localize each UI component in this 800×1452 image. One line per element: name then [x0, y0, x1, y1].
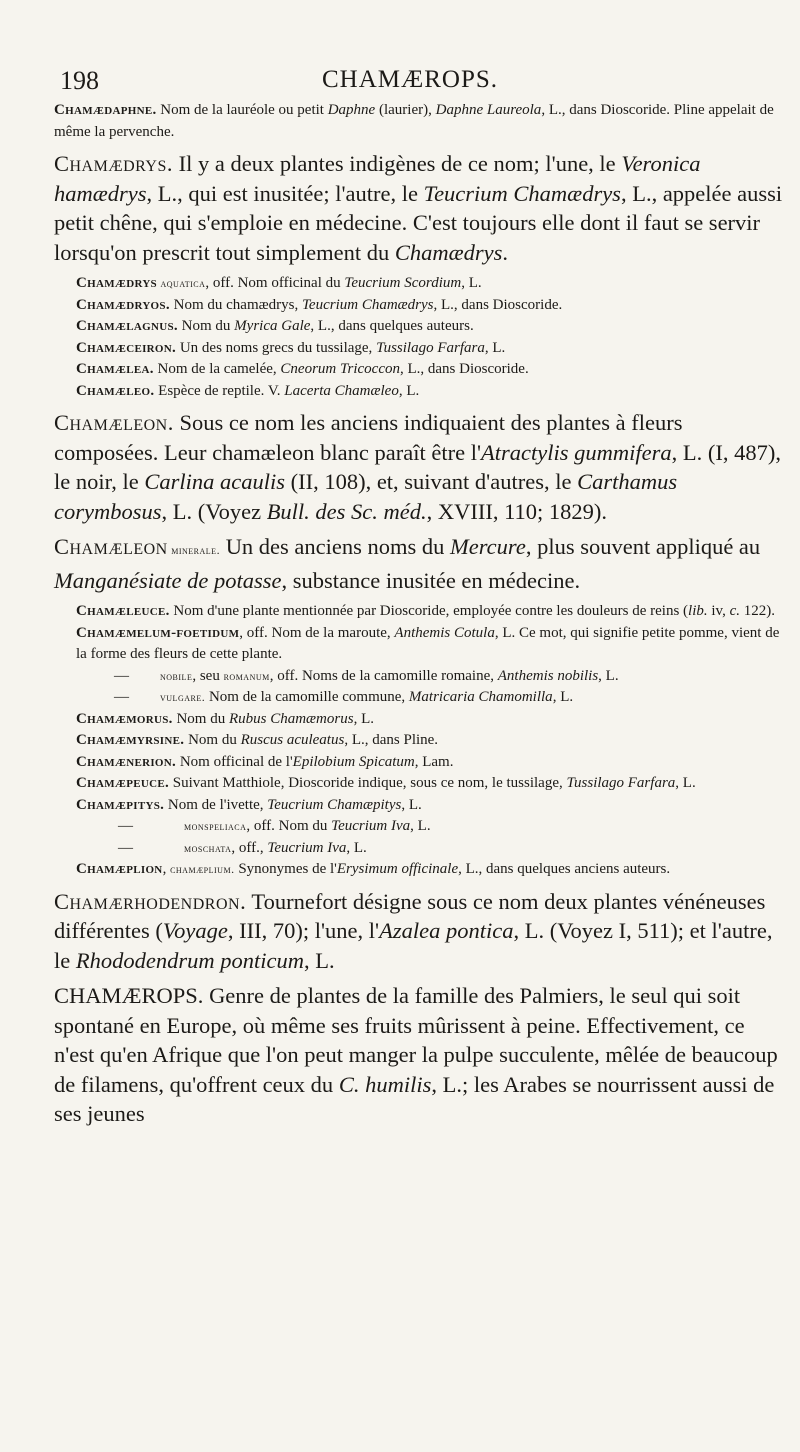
entry-chamaemelum-nobile: — nobile, seu romanum, off. Noms de la camomille romaine, Anthemis nobilis, L. [114, 667, 619, 684]
entry-chamaedrys-aquatica: Chamædrys aquatica, off. Nom officinal du Teucrium Scordium, L. [76, 275, 482, 291]
entry-chamaemyrsine: Chamæmyrsine. Nom du Ruscus aculeatus, L., dans Pline. [76, 732, 439, 748]
page-number: 198 [60, 66, 99, 95]
entry-chamaemelum-vulgare: — vulgare. Nom de la camomille commune, Matricaria Chamomilla, L. [114, 689, 574, 705]
entry-chamaemelum-foetidum: Chamæmelum-foetidum, off. Nom de la maroute, Anthemis Cotula, L. Ce mot, qui signifie petite pomme, vient de la forme des fleurs de cette plante. [76, 624, 780, 662]
page-header [60, 66, 760, 100]
entry-chamaeleuce: Chamæleuce. Nom d'une plante mentionnée par Dioscoride, employée contre les douleurs de reins (lib. iv, c. 122). [76, 603, 776, 619]
entry-chamaeleon: Chamæleon. Sous ce nom les anciens indiquaient des plantes à fleurs composées. Leur chamæleon blanc paraît être l'Atractylis gummifera, L. (I, 487), le noir, le Carlina acaulis (II, 108), et, suivant d'autres, le Carthamus corymbosus, L. (Voyez Bull. des Sc. méd., XVIII, 110; 1829). [54, 410, 781, 524]
entry-chamaedaphne: Chamædaphne. Nom de la lauréole ou petit Daphne (laurier), Daphne Laureola, L., dans Dioscoride. Pline appelait de même la pervenche. [54, 102, 774, 140]
running-title: CHAMÆROPS. [321, 66, 499, 93]
entry-chamaepeuce: Chamæpeuce. Suivant Matthiole, Dioscoride indique, sous ce nom, le tussilage, Tussilago Farfara, L. [76, 775, 696, 791]
entry-chamaerops: CHAMÆROPS. Genre de plantes de la famille des Palmiers, le seul qui soit spontané en Europe, où même ses fruits mûrissent à peine. Effectivement, ce n'est qu'en Afrique que l'on peut manger la pulpe succulente, mêlée de beaucoup de filamens, qu'offrent ceux du C. humilis, L.; les Arabes se nourrissent aussi de ses jeunes [54, 983, 778, 1126]
entry-chamaelagnus: Chamælagnus. Nom du Myrica Gale, L., dans quelques auteurs. [76, 318, 474, 334]
small-entries-block-2 [54, 601, 784, 881]
entry-chamaeleo: Chamæleo. Espèce de reptile. V. Lacerta Chamæleo, L. [76, 382, 420, 399]
entry-chamaeceiron: Chamæceiron. Un des noms grecs du tussilage, Tussilago Farfara, L. [76, 339, 506, 356]
page-body [54, 100, 784, 1129]
entry-chamaepitys-monspeliaca: — monspeliaca, off. Nom du Teucrium Iva, L. [118, 818, 431, 834]
entry-chamaelea: Chamælea. Nom de la camelée, Cneorum Tricoccon, L., dans Dioscoride. [76, 361, 529, 377]
entry-chamaepitys-moschata: — moschata, off., Teucrium Iva, L. [118, 839, 367, 856]
entry-chamaenerion: Chamænerion. Nom officinal de l'Epilobium Spicatum, Lam. [76, 753, 454, 770]
entry-chamaedrys: Chamædrys. Il y a deux plantes indigènes de ce nom; l'une, le Veronica hamædrys, L., qui est inusitée; l'autre, le Teucrium Chamædrys, L., appelée aussi petit chêne, qui s'emploie en médecine. C'est toujours elle dont il faut se servir lorsqu'on prescrit tout simplement du Chamædrys. [54, 151, 783, 265]
entry-chamaerhododendron: Chamærhodendron. Tournefort désigne sous ce nom deux plantes vénéneuses différentes (Voyage, III, 70); l'une, l'Azalea pontica, L. (Voyez I, 511); et l'autre, le Rhododendrum ponticum, L. [54, 888, 773, 973]
small-entries-block-1 [54, 273, 784, 402]
entry-chamaepitys: Chamæpitys. Nom de l'ivette, Teucrium Chamæpitys, L. [76, 796, 422, 813]
entry-chamaeleon-minerale: Chamæleon minerale. Un des anciens noms du Mercure, plus souvent appliqué au Manganésiate de potasse, substance inusitée en médecine. [54, 534, 761, 593]
entry-chamaemorus: Chamæmorus. Nom du Rubus Chamæmorus, L. [76, 710, 374, 727]
entry-chamaeplion: Chamæplion, chamæplium. Synonymes de l'Erysimum officinale, L., dans quelques anciens auteurs. [76, 861, 671, 877]
entry-chamaedryos: Chamædryos. Nom du chamædrys, Teucrium Chamædrys, L., dans Dioscoride. [76, 296, 563, 313]
